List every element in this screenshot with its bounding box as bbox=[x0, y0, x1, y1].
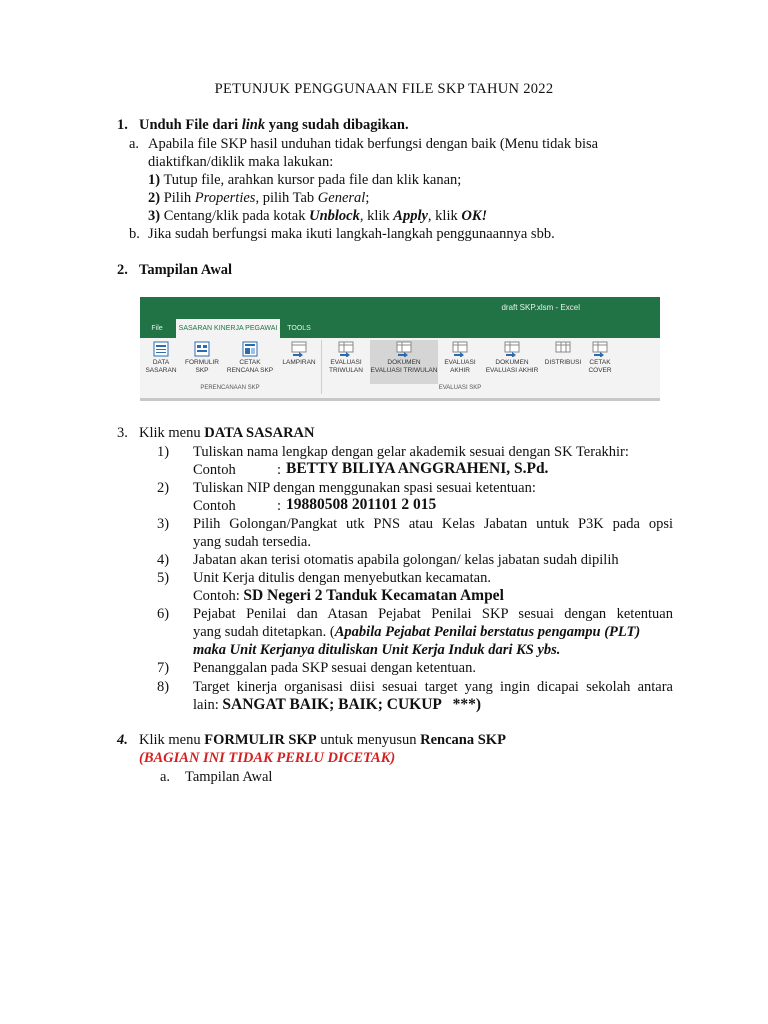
section-3-heading: Klik menu DATA SASARAN bbox=[139, 425, 315, 441]
evaluasi-triwulan-label-1: EVALUASI bbox=[330, 359, 362, 366]
section-1-heading: Unduh File dari link yang sudah dibagikan. bbox=[139, 117, 409, 133]
section-2-number: 2. bbox=[117, 262, 128, 278]
item-b-label: b. bbox=[129, 226, 140, 242]
s3-item-1-example-colon: : bbox=[277, 462, 282, 478]
s3-item-1-example-label: Contoh bbox=[193, 462, 236, 478]
s3-item-5-example: Contoh: SD Negeri 2 Tanduk Kecamatan Ampel bbox=[193, 587, 504, 604]
cetak-rencana-skp-button[interactable] bbox=[226, 340, 274, 384]
section-2-heading: Tampilan Awal bbox=[139, 262, 233, 278]
s3-item-7-number: 7) bbox=[157, 660, 170, 676]
section-4-number: 4. bbox=[117, 732, 128, 748]
distribusi-icon bbox=[554, 341, 572, 357]
item-a-line-1: Apabila file SKP hasil unduhan tidak berfungsi dengan baik (Menu tidak bisa bbox=[148, 136, 599, 152]
data-sasaran-button[interactable] bbox=[144, 340, 178, 384]
s3-item-2-number: 2) bbox=[157, 480, 170, 496]
item-b-text: Jika sudah berfungsi maka ikuti langkah-langkah penggunaannya sbb. bbox=[148, 226, 555, 242]
dokumen-evaluasi-akhir-button[interactable] bbox=[482, 340, 542, 384]
tab-file[interactable]: File bbox=[151, 325, 163, 332]
s3-item-6-line-1: Pejabat Penilai dan Atasan Pejabat Penilai SKP sesuai dengan ketentuan bbox=[193, 606, 673, 622]
cetak-rencana-skp-label-2: RENCANA SKP bbox=[226, 367, 274, 374]
step-1: 1) Tutup file, arahkan kursor pada file dan klik kanan; bbox=[148, 172, 462, 188]
s3-item-2-example-value: 19880508 201101 2 015 bbox=[286, 496, 437, 513]
window-title: draft SKP.xlsm - Excel bbox=[501, 303, 580, 312]
group-evaluasi-skp: EVALUASI SKP bbox=[438, 385, 482, 391]
formulir-skp-button[interactable] bbox=[182, 340, 222, 384]
dokumen-evaluasi-akhir-label-1: DOKUMEN bbox=[495, 359, 529, 366]
distribusi-label: DISTRIBUSI bbox=[544, 359, 582, 366]
s3-item-7-text: Penanggalan pada SKP sesuai dengan ketentuan. bbox=[193, 660, 476, 676]
ribbon-titlebar bbox=[140, 297, 660, 338]
data-sasaran-icon bbox=[153, 341, 169, 357]
s3-item-4-text: Jabatan akan terisi otomatis apabila golongan/ kelas jabatan sudah dipilih bbox=[193, 552, 619, 568]
tab-tools[interactable]: TOOLS bbox=[287, 325, 311, 332]
s3-item-3-line-2: yang sudah tersedia. bbox=[193, 534, 311, 550]
item-a-label: a. bbox=[129, 136, 140, 152]
evaluasi-akhir-label-2: AKHIR bbox=[450, 367, 470, 374]
s3-item-8-line-2: lain: SANGAT BAIK; BAIK; CUKUP ***) bbox=[193, 696, 482, 713]
cetak-cover-label-1: CETAK bbox=[589, 359, 611, 366]
cetak-cover-icon bbox=[591, 341, 609, 357]
s3-item-8-number: 8) bbox=[157, 679, 170, 695]
document-title: PETUNJUK PENGGUNAAN FILE SKP TAHUN 2022 bbox=[214, 81, 554, 97]
s3-item-1-text: Tuliskan nama lengkap dengan gelar akademik sesuai dengan SK Terakhir: bbox=[193, 444, 629, 460]
formulir-skp-label-1: FORMULIR bbox=[185, 359, 219, 366]
lampiran-label: LAMPIRAN bbox=[282, 359, 316, 366]
ribbon-group-separator bbox=[321, 340, 322, 394]
data-sasaran-label-1: DATA bbox=[152, 359, 170, 366]
step-2: 2) Pilih Properties, pilih Tab General; bbox=[148, 190, 370, 206]
dokumen-evaluasi-akhir-icon bbox=[503, 341, 521, 357]
dokumen-evaluasi-akhir-label-2: EVALUASI AKHIR bbox=[485, 367, 539, 374]
s3-item-6-line-2: yang sudah ditetapkan. (Apabila Pejabat Penilai berstatus pengampu (PLT) bbox=[193, 624, 641, 640]
s3-item-3-line-1: Pilih Golongan/Pangkat utk PNS atau Kelas Jabatan untuk P3K pada opsi bbox=[193, 516, 673, 532]
section-1-number: 1. bbox=[117, 117, 128, 133]
s3-item-2-text: Tuliskan NIP dengan menggunakan spasi sesuai ketentuan: bbox=[193, 480, 536, 496]
evaluasi-akhir-label-1: EVALUASI bbox=[444, 359, 476, 366]
evaluasi-triwulan-icon bbox=[337, 341, 355, 357]
distribusi-button[interactable] bbox=[544, 340, 582, 384]
ribbon-body bbox=[140, 338, 660, 398]
evaluasi-akhir-icon bbox=[451, 341, 469, 357]
cetak-rencana-skp-icon bbox=[242, 341, 258, 357]
section-3-number: 3. bbox=[117, 425, 128, 441]
section-4-heading: Klik menu FORMULIR SKP untuk menyusun Rencana SKP bbox=[139, 732, 506, 748]
s3-item-4-number: 4) bbox=[157, 552, 170, 568]
s3-item-5-number: 5) bbox=[157, 570, 170, 586]
lampiran-button[interactable] bbox=[280, 340, 318, 384]
s3-item-6-line-3: maka Unit Kerjanya dituliskan Unit Kerja Induk dari KS ybs. bbox=[193, 642, 561, 658]
s3-item-8-line-1: Target kinerja organisasi diisi sesuai target yang ingin dicapai sekolah antara bbox=[193, 679, 673, 695]
s3-item-2-example-label: Contoh bbox=[193, 498, 236, 514]
excel-ribbon-screenshot bbox=[140, 297, 660, 401]
evaluasi-triwulan-label-2: TRIWULAN bbox=[329, 367, 363, 374]
dokumen-evaluasi-triwulan-icon bbox=[395, 341, 413, 357]
item-a-line-2: diaktifkan/diklik maka lakukan: bbox=[148, 154, 334, 170]
cetak-cover-button[interactable] bbox=[584, 340, 616, 384]
s3-item-6-number: 6) bbox=[157, 606, 170, 622]
cetak-cover-label-2: COVER bbox=[588, 367, 612, 374]
step-3: 3) Centang/klik pada kotak Unblock, klik Apply, klik OK! bbox=[148, 208, 488, 224]
dokumen-evaluasi-triwulan-button[interactable] bbox=[370, 340, 438, 384]
group-perencanaan-skp: PERENCANAAN SKP bbox=[200, 385, 260, 391]
section-4-red-note: (BAGIAN INI TIDAK PERLU DICETAK) bbox=[139, 750, 396, 766]
formulir-skp-label-2: SKP bbox=[195, 367, 209, 374]
s3-item-2-example-colon: : bbox=[277, 498, 282, 514]
ribbon-bottom-border bbox=[140, 398, 660, 401]
lampiran-icon bbox=[290, 341, 308, 357]
data-sasaran-label-2: SASARAN bbox=[145, 367, 177, 374]
s3-item-1-number: 1) bbox=[157, 444, 170, 460]
s4-item-a-label: a. bbox=[160, 769, 171, 785]
formulir-skp-icon bbox=[194, 341, 210, 357]
evaluasi-akhir-button[interactable] bbox=[442, 340, 478, 384]
dokumen-evaluasi-triwulan-label-2: EVALUASI TRIWULAN bbox=[370, 367, 438, 374]
tab-sasaran-kinerja-pegawai[interactable]: SASARAN KINERJA PEGAWAI bbox=[176, 319, 280, 338]
cetak-rencana-skp-label-1: CETAK bbox=[239, 359, 261, 366]
evaluasi-triwulan-button[interactable] bbox=[324, 340, 368, 384]
s4-item-a-text: Tampilan Awal bbox=[185, 769, 273, 785]
s3-item-1-example-value: BETTY BILIYA ANGGRAHENI, S.Pd. bbox=[286, 460, 549, 477]
s3-item-5-text: Unit Kerja ditulis dengan menyebutkan kecamatan. bbox=[193, 570, 491, 586]
dokumen-evaluasi-triwulan-label-1: DOKUMEN bbox=[387, 359, 421, 366]
s3-item-3-number: 3) bbox=[157, 516, 170, 532]
